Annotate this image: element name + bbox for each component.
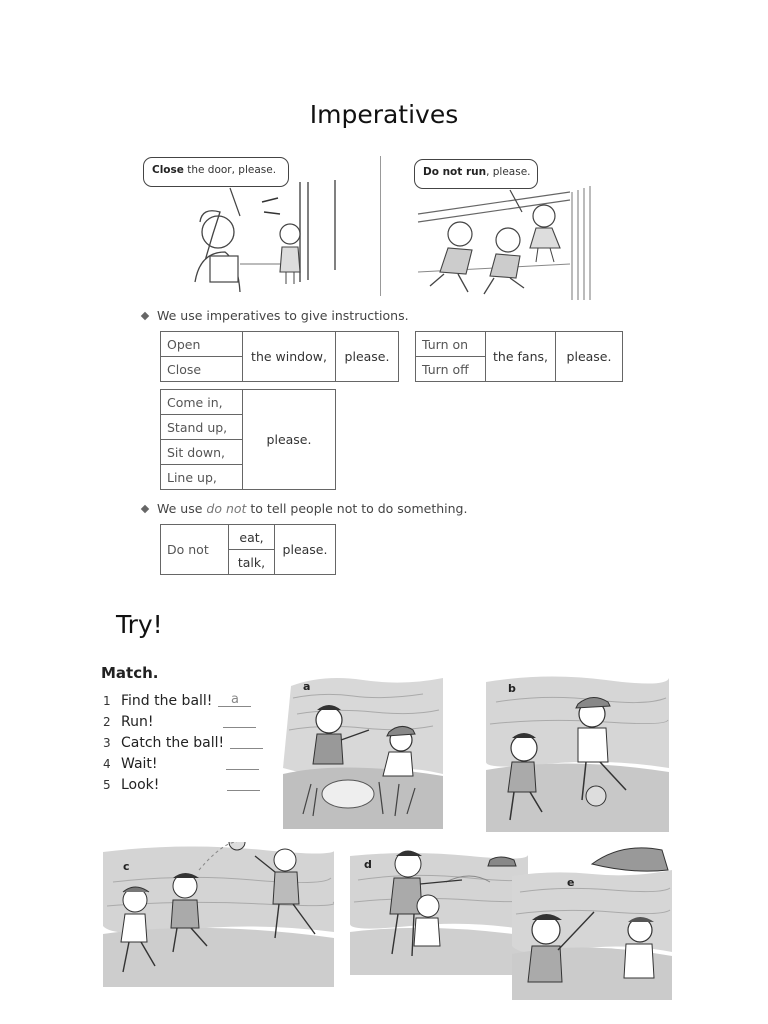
picture-label: b xyxy=(508,682,516,695)
table-cell-verb: Come in, xyxy=(161,390,243,415)
table-cell-verb: Close xyxy=(161,357,243,382)
picture-label: c xyxy=(123,860,130,873)
table-cell-please: please. xyxy=(275,525,336,575)
page-title: Imperatives xyxy=(309,100,459,129)
table-cell-verb: talk, xyxy=(229,550,275,575)
table-cell-verb: Line up, xyxy=(161,465,243,490)
imperatives-illustration xyxy=(140,152,600,302)
match-list xyxy=(103,690,263,795)
table-cell-verb: Open xyxy=(161,332,243,357)
table-cell-verb: Turn on xyxy=(416,332,486,357)
picture-e xyxy=(512,842,672,1000)
table-cell-object: the window, xyxy=(243,332,336,382)
rule-imperatives: We use imperatives to give instructions. xyxy=(142,308,409,323)
answer-blank[interactable] xyxy=(230,737,263,749)
table-cell-please: please. xyxy=(243,390,336,490)
list-item: 2 Run! xyxy=(103,711,263,732)
speech-bubble-do-not-run: Do not run, please. xyxy=(414,159,538,189)
table-cell-verb: eat, xyxy=(229,525,275,550)
answer-blank[interactable] xyxy=(227,779,260,791)
match-heading: Match. xyxy=(101,664,159,682)
answer-blank[interactable]: a xyxy=(218,695,251,707)
table-cell-please: please. xyxy=(556,332,623,382)
picture-label: a xyxy=(303,680,311,693)
diamond-bullet-icon xyxy=(141,505,149,513)
list-item: 1 Find the ball! a xyxy=(103,690,263,711)
table-cell-object: the fans, xyxy=(486,332,556,382)
diamond-bullet-icon xyxy=(141,312,149,320)
scene-divider xyxy=(380,156,381,296)
answer-blank[interactable] xyxy=(226,758,259,770)
picture-b xyxy=(486,672,669,832)
picture-d xyxy=(350,850,528,975)
try-heading: Try! xyxy=(116,610,163,639)
table-class-instructions xyxy=(160,389,336,490)
table-cell-do-not: Do not xyxy=(161,525,229,575)
table-cell-verb: Stand up, xyxy=(161,415,243,440)
list-item: 5 Look! xyxy=(103,774,263,795)
table-cell-verb: Sit down, xyxy=(161,440,243,465)
picture-a xyxy=(283,664,443,829)
list-item: 4 Wait! xyxy=(103,753,263,774)
table-open-close-window xyxy=(160,331,399,382)
picture-c xyxy=(103,842,334,987)
table-do-not xyxy=(160,524,336,575)
rule-do-not: We use do not to tell people not to do something. xyxy=(142,501,467,516)
picture-label: e xyxy=(567,876,575,889)
picture-label: d xyxy=(364,858,372,871)
speech-bubble-close-door: Close the door, please. xyxy=(143,157,289,187)
table-cell-please: please. xyxy=(336,332,399,382)
list-item: 3 Catch the ball! xyxy=(103,732,263,753)
table-turn-on-off-fans xyxy=(415,331,623,382)
table-cell-verb: Turn off xyxy=(416,357,486,382)
answer-blank[interactable] xyxy=(223,716,256,728)
